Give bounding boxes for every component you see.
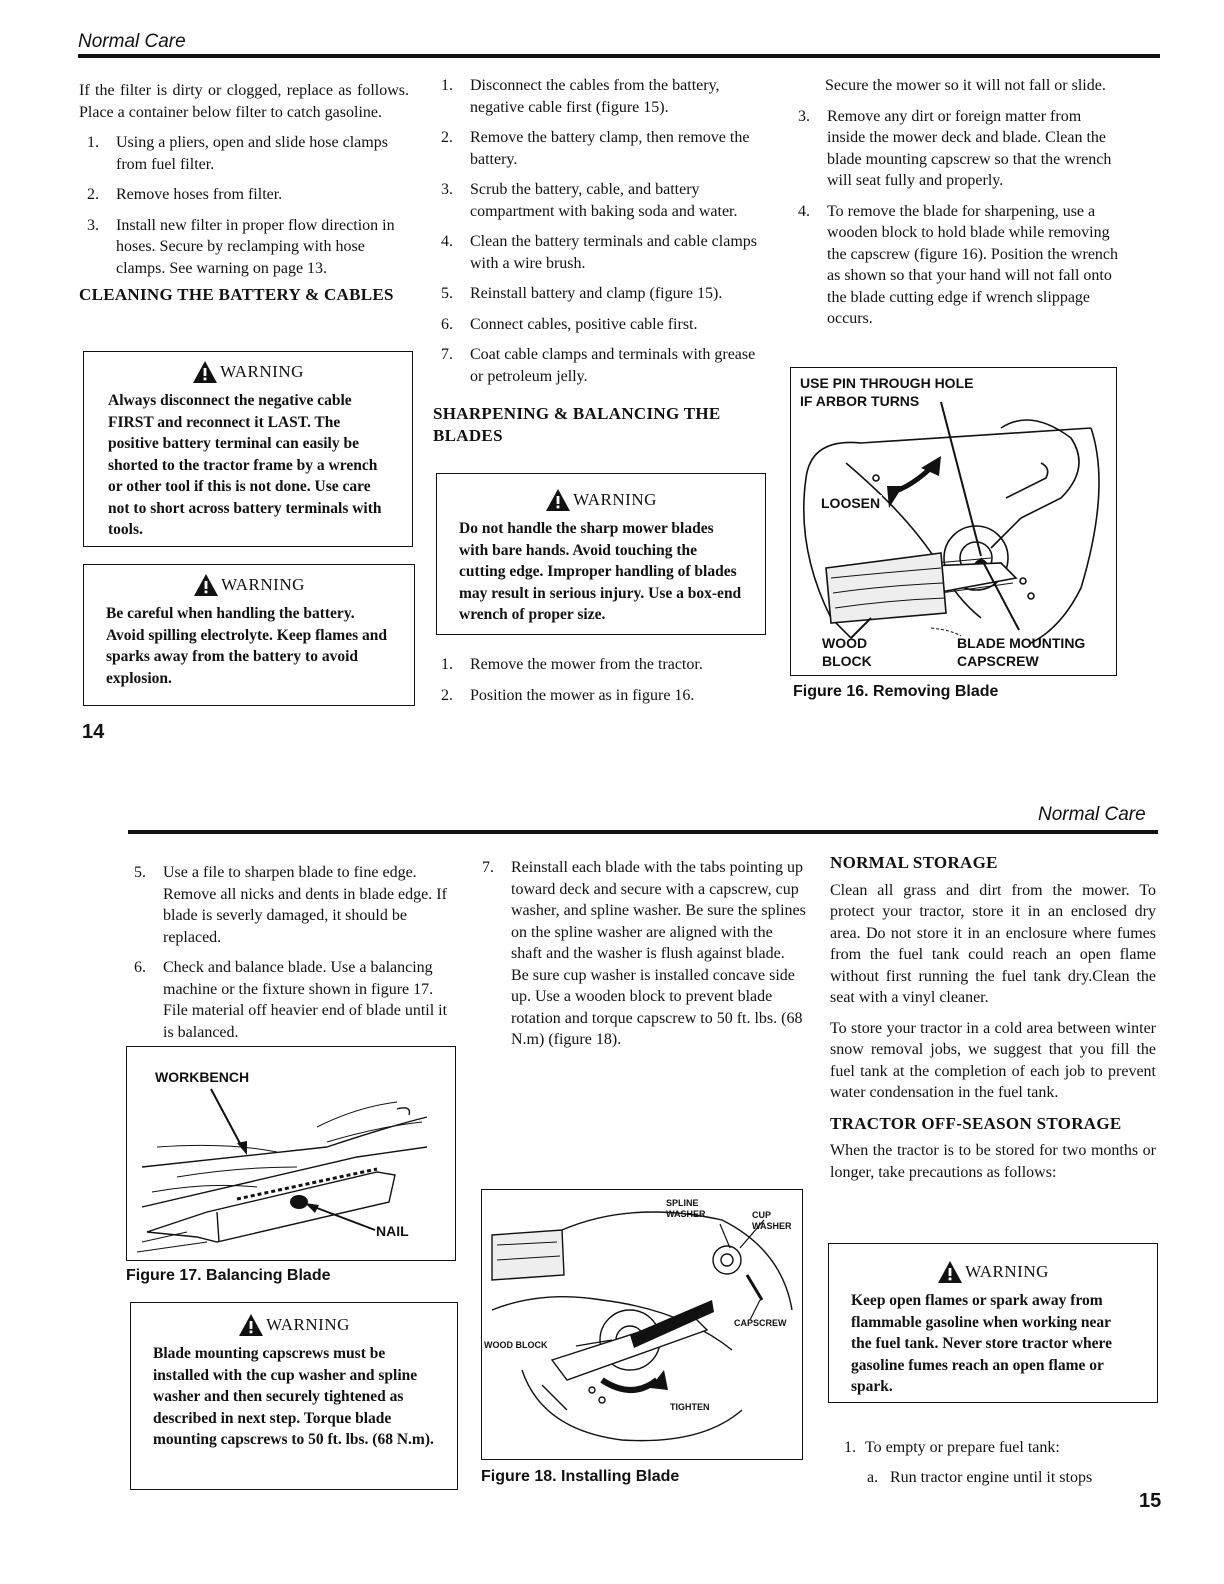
warning-triangle-icon [937, 1260, 963, 1284]
top-column-2-lower [433, 654, 773, 715]
figure-18-caption: Figure 18. Installing Blade [481, 1468, 680, 1485]
warning-title: WARNING [266, 1315, 350, 1334]
battery-steps [433, 75, 765, 387]
filter-steps [79, 132, 409, 279]
figure-18-installing-blade [481, 1189, 803, 1460]
list-item: 6. Check and balance blade. Use a balancing machine or the fixture shown in figure 17. File material off heavier end of blade until it is balanced. [134, 959, 448, 1041]
figure-18-label-cup-washer: CUP WASHER [752, 1210, 792, 1231]
warning-box-capscrews [130, 1302, 458, 1490]
figure-16-label-loosen: LOOSEN [821, 495, 881, 511]
list-item: 2. Position the mower as in figure 16. [441, 686, 695, 704]
list-item: 1. Disconnect the cables from the battery, negative cable first (figure 15). [441, 77, 720, 116]
mower-steps [433, 654, 773, 706]
bottom-column-1 [126, 862, 456, 1052]
warning-text: Blade mounting capscrews must be installed with the cup washer and spline washer and then securely tightened as described in next step. Torque blade mounting capscrews to 50 ft. lbs. (68 N.m). [153, 1345, 434, 1448]
figure-18-label-spline-washer: SPLINE WASHER [666, 1198, 706, 1219]
section-heading-off-season: TRACTOR OFF-SEASON STORAGE [830, 1113, 1122, 1133]
list-item: a. Run tractor engine until it stops [867, 1468, 1093, 1486]
figure-18-label-capscrew: CAPSCREW [734, 1318, 787, 1328]
blade-steps [790, 106, 1120, 330]
list-item: 7. Coat cable clamps and terminals with grease or petroleum jelly. [441, 346, 756, 385]
warning-box-blades [436, 473, 766, 635]
warning-triangle-icon [238, 1313, 264, 1337]
list-item: 1. To empty or prepare fuel tank: [844, 1439, 1060, 1456]
list-item: 4. To remove the blade for sharpening, use a wooden block to hold blade while removing the capscrew (figure 16). Position the wrench as shown so that your hand will not fall onto the blade cutting edge if wrench slippage occurs. [798, 202, 1119, 327]
warning-text: Do not handle the sharp mower blades with bare hands. Avoid touching the cutting edge. Improper handling of blades may result in serious injury. Use a box-end wrench of proper size. [459, 520, 742, 623]
list-item: 3. Scrub the battery, cable, and battery compartment with baking soda and water. [441, 181, 738, 220]
bottom-column-2 [474, 857, 806, 1060]
header-rule-top [78, 54, 1160, 58]
figure-16-caption: Figure 16. Removing Blade [793, 683, 999, 700]
list-item: 2. Remove the battery clamp, then remove the battery. [441, 129, 750, 168]
warning-triangle-icon [545, 488, 571, 512]
off-season-text: When the tractor is to be stored for two months or longer, take precautions as follows: [830, 1142, 1156, 1181]
warning-triangle-icon [193, 573, 219, 597]
list-item: 5. Reinstall battery and clamp (figure 15). [441, 285, 723, 302]
warning-title: WARNING [573, 490, 657, 509]
removing-blade-illustration [791, 368, 1115, 674]
page-header-top: Normal Care [78, 31, 186, 52]
bottom-column-3 [830, 852, 1156, 1192]
list-item: 7. Reinstall each blade with the tabs pointing up toward deck and secure with a capscrew, cup washer, and spline washer. Be sure the splines on the spline washer are aligned with the shaft and the washer is flush against blade. Be sure cup washer is installed concave side up. Use a wooden block to prevent blade rotation and torque capscrew to 50 ft. lbs. (68 N.m) (figure 18). [482, 859, 806, 1048]
cold-storage-text: To store your tractor in a cold area between winter snow removal jobs, we suggest that you fill the fuel tank at the completion of each job to prevent water condensation in the fuel tank. [830, 1019, 1156, 1101]
warning-title: WARNING [221, 575, 305, 594]
header-rule-bottom [128, 830, 1158, 834]
figure-17-caption: Figure 17. Balancing Blade [126, 1267, 331, 1284]
list-item: 1. Using a pliers, open and slide hose clamps from fuel filter. [87, 134, 388, 173]
secure-mower-text: Secure the mower so it will not fall or slide. [825, 77, 1106, 94]
warning-text: Keep open flames or spark away from flammable gasoline when working near the fuel tank. Never store tractor where gasoline fumes reach an open flame or spark. [851, 1292, 1112, 1395]
figure-16-label-capscrew: BLADE MOUNTING CAPSCREW [957, 635, 1086, 669]
section-heading-battery: CLEANING THE BATTERY & CABLES [79, 285, 394, 304]
sharpen-steps [126, 862, 456, 1043]
page-number-14: 14 [82, 721, 105, 743]
figure-18-label-tighten: TIGHTEN [670, 1402, 710, 1412]
list-item: 5. Use a file to sharpen blade to fine edge. Remove all nicks and dents in blade edge. If blade is severly damaged, it should be replaced. [134, 864, 447, 946]
list-item: 2. Remove hoses from filter. [87, 186, 283, 203]
warning-triangle-icon [192, 360, 218, 384]
figure-16-label-wood-block: WOOD BLOCK [822, 635, 872, 669]
page-number-15: 15 [1139, 1490, 1162, 1512]
figure-17-label-workbench: WORKBENCH [155, 1069, 250, 1085]
figure-16-removing-blade [790, 367, 1117, 676]
page-header-bottom: Normal Care [1038, 804, 1146, 825]
list-item: 4. Clean the battery terminals and cable clamps with a wire brush. [441, 233, 757, 272]
warning-title: WARNING [965, 1262, 1049, 1281]
normal-storage-text: Clean all grass and dirt from the mower. To protect your tractor, store it in an enclosed dry area. Do not store it in an enclosure where fumes from the fuel tank could reach an open flame without first running the fuel tank dry.Clean the seat with a vinyl cleaner. [830, 881, 1156, 1006]
reinstall-steps [474, 857, 806, 1051]
warning-text: Always disconnect the negative cable FIRST and reconnect it LAST. The positive battery terminal can easily be shorted to the tractor frame by a wrench or other tool if this is not done. Use care not to short across battery terminals with tools. [108, 392, 382, 538]
list-item: 3. Remove any dirt or foreign matter from inside the mower deck and blade. Clean the blade mounting capscrew so that the wrench will seat fully and properly. [798, 107, 1112, 189]
warning-text: Be careful when handling the battery. Avoid spilling electrolyte. Keep flames and sparks away from the battery to avoid explosion. [106, 605, 387, 687]
top-column-3 [790, 75, 1120, 339]
warning-title: WARNING [220, 362, 304, 381]
list-item: 3. Install new filter in proper flow direction in hoses. Secure by reclamping with hose clamps. See warning on page 13. [87, 216, 395, 277]
filter-intro: If the filter is dirty or clogged, replace as follows. Place a container below filter to catch gasoline. [79, 82, 409, 121]
section-heading-normal-storage: NORMAL STORAGE [830, 853, 998, 872]
warning-box-battery-cable [83, 351, 413, 547]
figure-18-label-wood-block: WOOD BLOCK [484, 1340, 548, 1350]
top-column-1 [79, 80, 409, 314]
top-column-2 [433, 75, 765, 454]
list-item: 1. Remove the mower from the tractor. [441, 656, 703, 673]
warning-box-battery-handling [83, 564, 415, 706]
figure-17-label-nail: NAIL [376, 1223, 409, 1239]
warning-box-gasoline [828, 1243, 1158, 1403]
figure-17-balancing-blade [126, 1046, 456, 1261]
list-item: 6. Connect cables, positive cable first. [441, 315, 698, 333]
section-heading-sharpening: SHARPENING & BALANCING THE BLADES [433, 404, 721, 445]
bottom-column-3-lower [830, 1437, 1162, 1488]
figure-16-label-pin: USE PIN THROUGH HOLE IF ARBOR TURNS [800, 375, 974, 409]
